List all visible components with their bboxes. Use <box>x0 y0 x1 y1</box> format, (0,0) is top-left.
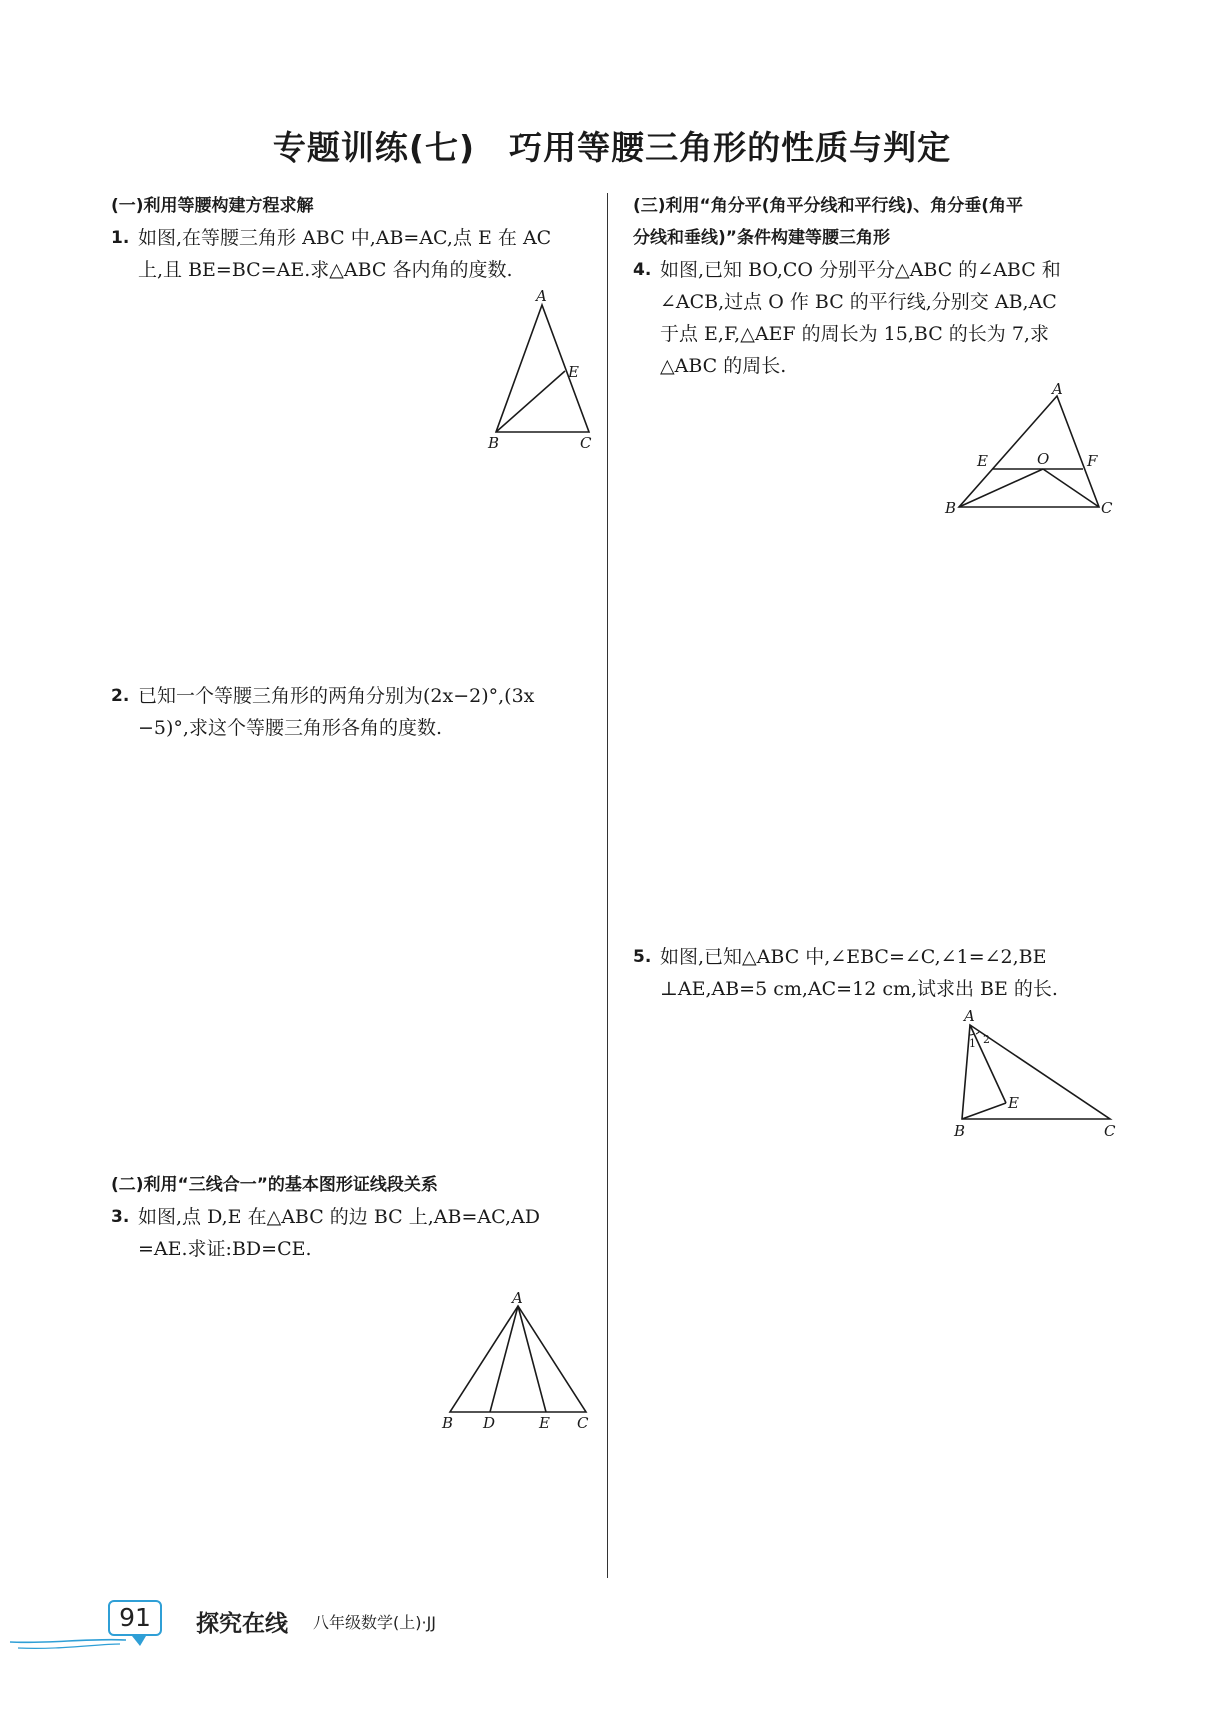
label-angle-2: 2 <box>983 1033 990 1046</box>
footer-subtitle: 八年级数学(上)·JJ <box>313 1613 437 1632</box>
problem-line: 如图,已知 BO,CO 分别平分△ABC 的∠ABC 和 <box>660 259 1061 281</box>
label-o: O <box>1037 450 1050 468</box>
segment-bo <box>959 469 1043 507</box>
label-d: D <box>483 1414 496 1430</box>
label-a: A <box>1052 380 1063 398</box>
segment-be <box>962 1103 1006 1119</box>
figure-problem-5 <box>950 1005 1120 1145</box>
problem-3 <box>111 1201 591 1271</box>
label-c: C <box>577 1414 589 1430</box>
problem-number: 3. <box>111 1207 130 1227</box>
segment-co <box>1043 469 1099 507</box>
label-a: A <box>536 287 547 305</box>
problem-line: 于点 E,F,△AEF 的周长为 15,BC 的长为 7,求 <box>660 323 1049 345</box>
footer-brand: 探究在线 <box>196 1611 288 1637</box>
label-b: B <box>488 434 500 452</box>
problem-line: =AE.求证:BD=CE. <box>138 1238 312 1260</box>
label-c: C <box>580 434 592 452</box>
triangle-abc <box>450 1306 586 1412</box>
figure-problem-3 <box>430 1290 600 1430</box>
label-a: A <box>964 1007 975 1025</box>
label-angle-1: 1 <box>969 1037 976 1050</box>
page-title: 专题训练(七) 巧用等腰三角形的性质与判定 <box>272 128 952 167</box>
label-e: E <box>1008 1094 1019 1112</box>
section-heading-1: (一)利用等腰构建方程求解 <box>111 196 314 216</box>
problem-line: 如图,点 D,E 在△ABC 的边 BC 上,AB=AC,AD <box>138 1206 540 1228</box>
problem-line: ∠ACB,过点 O 作 BC 的平行线,分别交 AB,AC <box>660 291 1057 313</box>
label-c: C <box>1104 1122 1116 1140</box>
problem-4 <box>633 254 1113 384</box>
problem-number: 4. <box>633 260 652 280</box>
label-e: E <box>568 363 579 381</box>
problem-1 <box>111 222 591 292</box>
label-e: E <box>977 452 988 470</box>
problem-line: ⊥AE,AB=5 cm,AC=12 cm,试求出 BE 的长. <box>660 978 1058 1000</box>
problem-2 <box>111 680 591 750</box>
problem-line: −5)°,求这个等腰三角形各角的度数. <box>138 717 443 739</box>
label-b: B <box>945 499 957 517</box>
label-b: B <box>954 1122 966 1140</box>
label-b: B <box>442 1414 454 1430</box>
page-number-badge: 91 <box>108 1600 162 1636</box>
problem-number: 5. <box>633 947 652 967</box>
section-heading-3-line1: (三)利用“角分平(角平分线和平行线)、角分垂(角平 <box>633 196 1024 216</box>
angle-2-arc <box>976 1031 980 1034</box>
problem-line: 已知一个等腰三角形的两角分别为(2x−2)°,(3x <box>138 685 535 707</box>
label-f: F <box>1087 452 1098 470</box>
problem-number: 2. <box>111 686 130 706</box>
segment-ae <box>518 1306 546 1412</box>
column-divider <box>607 193 608 1578</box>
footer-swoosh <box>8 1630 178 1670</box>
section-heading-2: (二)利用“三线合一”的基本图形证线段关系 <box>111 1175 438 1195</box>
section-heading-3-line2: 分线和垂线)”条件构建等腰三角形 <box>633 228 890 248</box>
label-c: C <box>1101 499 1113 517</box>
problem-line: 上,且 BE=BC=AE.求△ABC 各内角的度数. <box>138 259 513 281</box>
figure-problem-4 <box>935 380 1115 520</box>
segment-ad <box>490 1306 518 1412</box>
problem-line: 如图,在等腰三角形 ABC 中,AB=AC,点 E 在 AC <box>138 227 552 249</box>
label-e: E <box>539 1414 550 1430</box>
problem-5 <box>633 941 1113 1011</box>
figure-problem-1 <box>480 285 600 455</box>
label-a: A <box>512 1290 523 1307</box>
badge-pointer <box>132 1636 146 1646</box>
problem-number: 1. <box>111 228 130 248</box>
problem-line: △ABC 的周长. <box>660 355 787 377</box>
problem-line: 如图,已知△ABC 中,∠EBC=∠C,∠1=∠2,BE <box>660 946 1047 968</box>
